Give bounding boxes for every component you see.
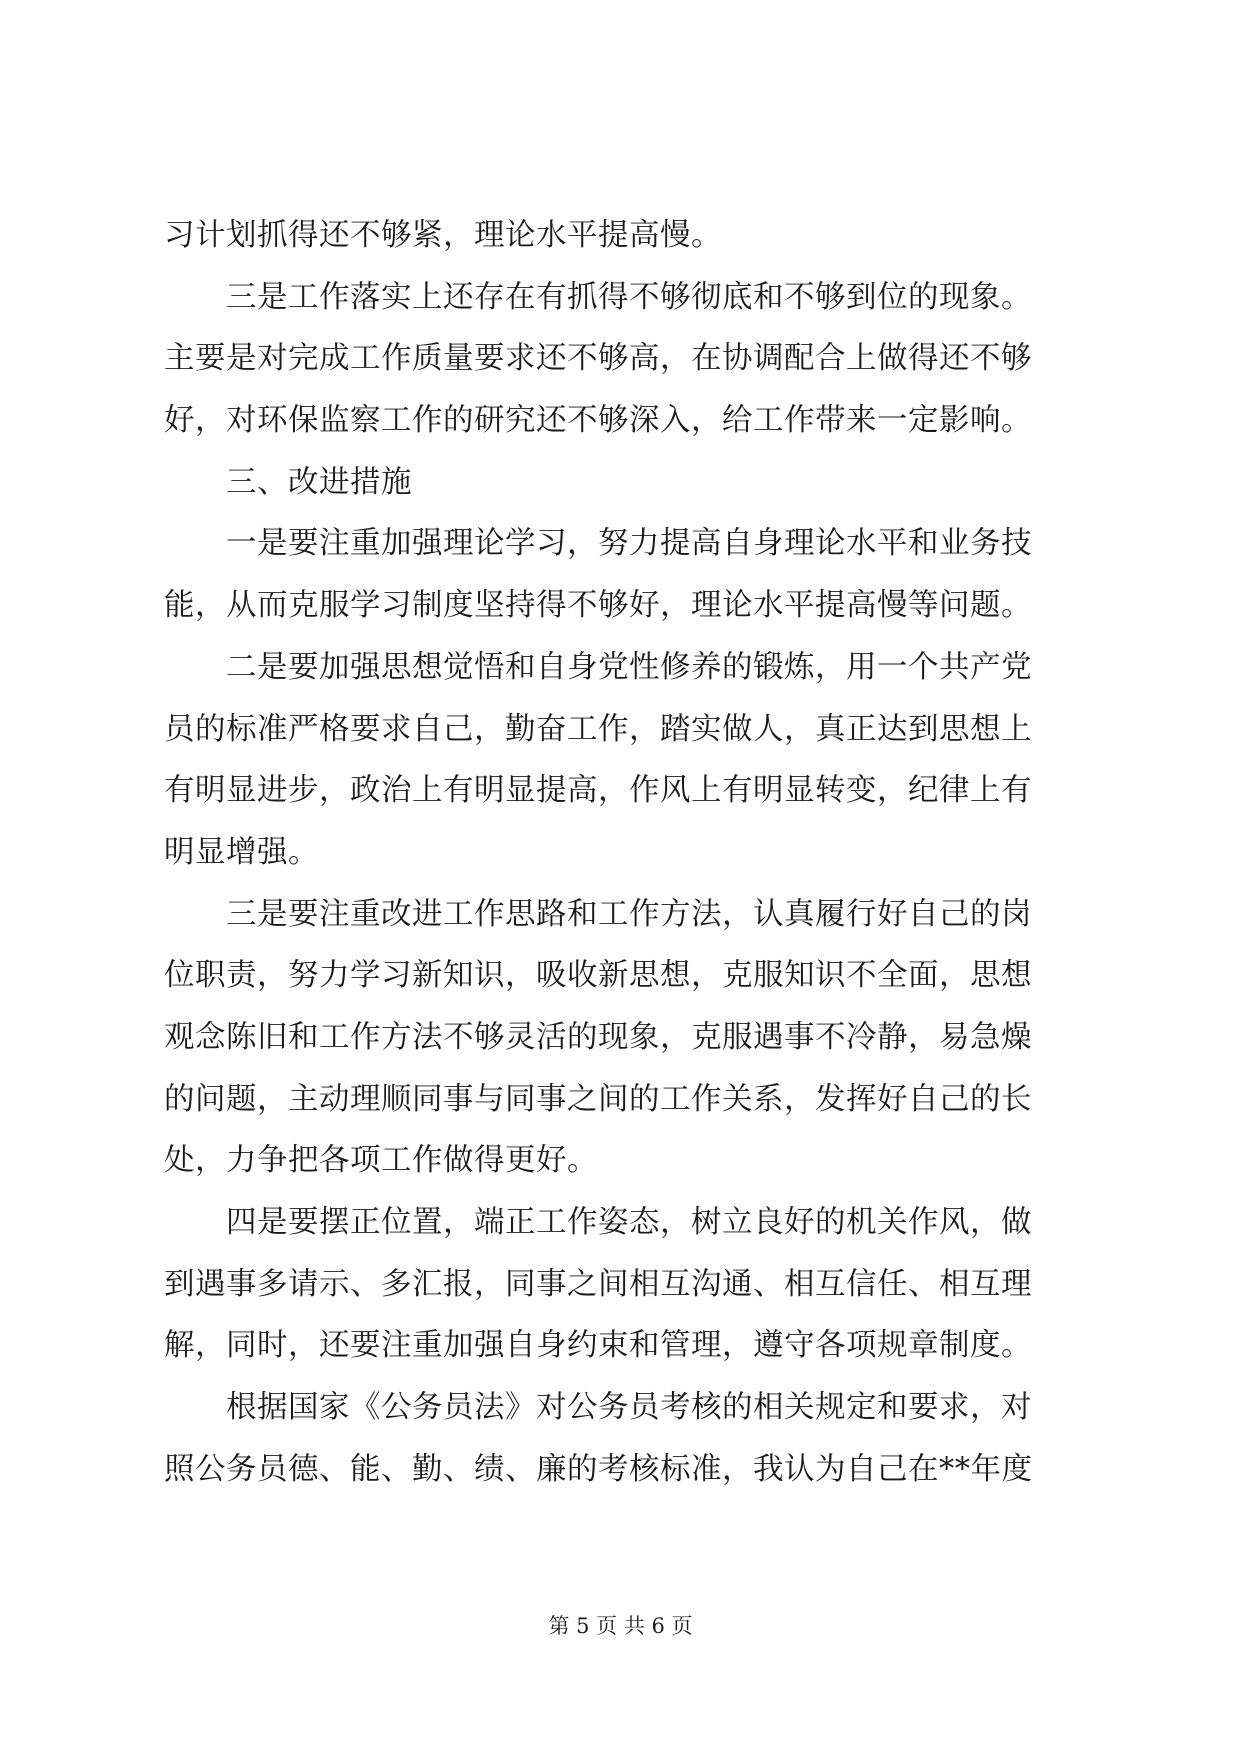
body-text — [164, 205, 1084, 1500]
text-line: 能，从而克服学习制度坚持得不够好，理论水平提高慢等问题。 — [164, 588, 1032, 624]
text-line: 到遇事多请示、多汇报，同事之间相互沟通、相互信任、相互理 — [164, 1266, 1032, 1302]
page-number: 第 5 页 共 6 页 — [548, 1614, 693, 1638]
text-line: 有明显进步，政治上有明显提高，作风上有明显转变，纪律上有 — [164, 773, 1032, 809]
text-line: 照公务员德、能、勤、绩、廉的考核标准，我认为自己在**年度 — [164, 1451, 1033, 1487]
text-line: 观念陈旧和工作方法不够灵活的现象，克服遇事不冷静，易急燥 — [164, 1019, 1032, 1055]
text-line: 根据国家《公务员法》对公务员考核的相关规定和要求，对 — [164, 1390, 1032, 1426]
text-line: 习计划抓得还不够紧，理论水平提高慢。 — [164, 218, 722, 253]
text-line: 二是要加强思想觉悟和自身党性修养的锻炼，用一个共产党 — [164, 649, 1032, 685]
text-line: 的问题，主动理顺同事与同事之间的工作关系，发挥好自己的长 — [164, 1081, 1032, 1117]
text-line: 处，力争把各项工作做得更好。 — [164, 1143, 598, 1179]
section-heading: 三、改进措施 — [164, 464, 412, 500]
text-line: 四是要摆正位置，端正工作姿态，树立良好的机关作风，做 — [164, 1205, 1032, 1240]
text-line: 明显增强。 — [164, 834, 319, 870]
text-line: 三是工作落实上还存在有抓得不够彻底和不够到位的现象。 — [164, 279, 1032, 315]
page-footer — [0, 1611, 1241, 1641]
text-line: 好，对环保监察工作的研究还不够深入，给工作带来一定影响。 — [164, 403, 1032, 439]
text-line: 位职责，努力学习新知识，吸收新思想，克服知识不全面，思想 — [164, 958, 1032, 994]
text-line: 员的标准严格要求自己，勤奋工作，踏实做人，真正达到思想上 — [164, 711, 1032, 747]
text-line: 主要是对完成工作质量要求还不够高，在协调配合上做得还不够 — [164, 341, 1032, 377]
text-line: 一是要注重加强理论学习，努力提高自身理论水平和业务技 — [164, 526, 1032, 562]
text-line: 三是要注重改进工作思路和工作方法，认真履行好自己的岗 — [164, 896, 1032, 932]
text-line: 解，同时，还要注重加强自身约束和管理，遵守各项规章制度。 — [164, 1328, 1032, 1364]
